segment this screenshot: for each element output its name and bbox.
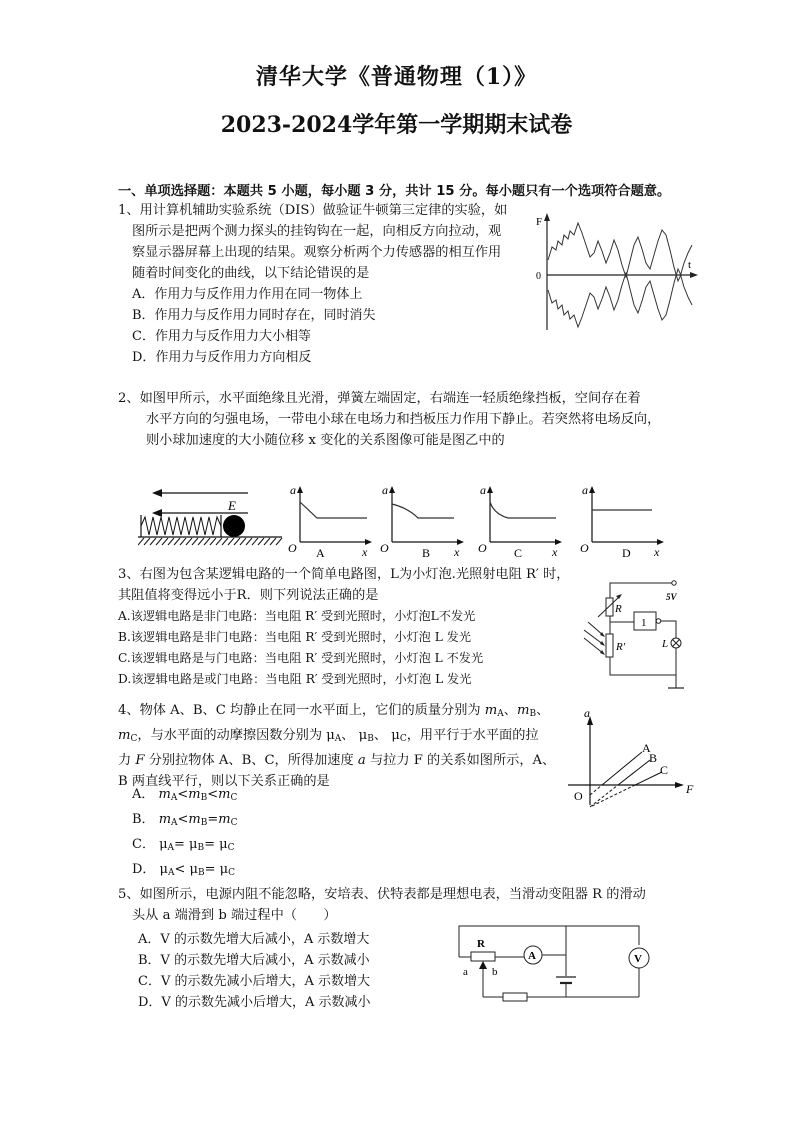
q3-line: 其阻值将变得远小于R．则下列说法正确的是 (118, 588, 379, 603)
svg-text:A: A (316, 546, 325, 560)
q4-option-a: A． $m_A<m_B<m_C$ (132, 787, 238, 803)
svg-text:x: x (454, 545, 460, 559)
svg-text:a: a (382, 483, 388, 497)
q5-circuit (445, 915, 665, 1010)
svg-text:F: F (686, 782, 694, 796)
q4-option-b: B． $m_A<m_B=m_C$ (132, 812, 238, 828)
q1-y-label: F (536, 216, 543, 228)
q1-line: 察显示器屏幕上出现的结果。观察分析两个力传感器的相互作用 (132, 245, 502, 260)
svg-text:O: O (380, 541, 389, 555)
svg-text:b: b (492, 966, 498, 978)
q4-option-c: C． $\mu_A= \mu_B= \mu_C$ (132, 837, 235, 853)
exam-subtitle: 2023-2024学年第一学期期末试卷 (220, 112, 573, 138)
q5-option-a: A．V 的示数先增大后减小，A 示数增大 (138, 932, 370, 947)
section-heading: 一、单项选择题：本题共 5 小题，每小题 3 分，共计 15 分。每小题只有一个选项符合题意。 (118, 184, 671, 199)
q1-force-graph (530, 205, 710, 335)
q5-option-d: D．V 的示数先减小后增大，A 示数减小 (138, 995, 371, 1010)
q2-graph-b (378, 480, 468, 560)
q3-logic-circuit (570, 570, 700, 695)
svg-text:a: a (582, 483, 588, 497)
q1-line: 图所示是把两个测力探头的挂钩钩在一起，向相反方向拉动，观 (132, 224, 502, 239)
q3-option-b: B.该逻辑电路是非门电路：当电阻 R′ 受到光照时，小灯泡 L 发光 (118, 630, 472, 644)
q4-options (132, 784, 238, 884)
svg-text:C: C (514, 546, 523, 560)
q4-line: $m_C$，与水平面的动摩擦因数分别为 $\mu_A$、 $\mu_B$、 $\mu_C$，用平行于水平面的拉 (118, 728, 539, 744)
q1-x-label: t (688, 259, 692, 271)
q1-option-a: A．作用力与反作用力作用在同一物体上 (132, 287, 363, 302)
svg-text:O: O (288, 541, 297, 555)
svg-text:A: A (642, 741, 651, 755)
svg-text:O: O (478, 541, 487, 555)
q3-option-c: C.该逻辑电路是与门电路：当电阻 R′ 受到光照时，小灯泡 L 不发光 (118, 651, 484, 665)
question-1 (118, 200, 507, 368)
q5-line: 5、如图所示，电源内阻不能忽略，安培表、伏特表都是理想电表，当滑动变阻器 R 的滑动 (118, 887, 646, 902)
svg-text:a: a (480, 483, 486, 497)
q3-option-d: D.该逻辑电路是或门电路：当电阻 R′ 受到光照时，小灯泡 L 发光 (118, 672, 472, 686)
q4-line: 力 F 分别拉物体 A、B、C，所得加速度 a 与拉力 F 的关系如图所示，A、 (118, 753, 556, 768)
svg-text:x: x (552, 545, 558, 559)
svg-text:x: x (654, 545, 660, 559)
q3-voltage-label: 5V (666, 592, 677, 602)
q2-line: 水平方向的匀强电场，一带电小球在电场力和挡板压力作用下静止。若突然将电场反向， (146, 412, 661, 427)
question-3 (118, 564, 569, 690)
q1-line: 1、用计算机辅助实验系统（DIS）做验证牛顿第三定律的实验，如 (118, 203, 508, 218)
svg-text:C: C (660, 763, 669, 777)
svg-text:B: B (422, 546, 431, 560)
q1-line: 随着时间变化的曲线，以下结论错误的是 (132, 266, 370, 281)
q5-option-b: B．V 的示数先增大后减小，A 示数减小 (138, 953, 370, 968)
q1-option-d: D．作用力与反作用力方向相反 (132, 350, 312, 365)
q1-option-b: B．作用力与反作用力同时存在，同时消失 (132, 308, 376, 323)
svg-text:a: a (584, 706, 590, 720)
q4-line: B 两直线平行，则以下关系正确的是 (118, 774, 330, 789)
svg-text:D: D (622, 546, 631, 560)
q2-line: 2、如图甲所示，水平面绝缘且光滑，弹簧左端固定，右端连一轻质绝缘挡板，空间存在着 (118, 391, 641, 406)
q2-graph-d (578, 480, 668, 560)
q4-line: 4、物体 A、B、C 均静止在同一水平面上，它们的质量分别为 $m_A$、$m_B$、 (118, 703, 550, 719)
exam-title: 清华大学《普通物理（1）》 (255, 64, 538, 90)
svg-text:A: A (528, 950, 536, 962)
svg-text:O: O (580, 541, 589, 555)
q3-line: 3、右图为包含某逻辑电路的一个简单电路图，L为小灯泡.光照射电阻 R′ 时， (118, 567, 570, 582)
q2-line: 则小球加速度的大小随位移 x 变化的关系图像可能是图乙中的 (146, 433, 505, 448)
svg-text:x: x (362, 545, 368, 559)
q2-graph-c (476, 480, 566, 560)
svg-text:B: B (649, 751, 658, 765)
question-4 (118, 700, 555, 792)
q3-lamp-label: L (662, 638, 669, 650)
q3-option-a: A.该逻辑电路是非门电路：当电阻 R′ 受到光照时，小灯泡L不发光 (118, 609, 476, 623)
q2-spring-figure (138, 485, 288, 550)
q2-field-label: E (228, 498, 236, 513)
question-2 (118, 388, 660, 451)
q5-line: 头从 a 端滑到 b 端过程中（ ） (132, 908, 337, 923)
svg-text:a: a (463, 966, 468, 978)
q2-graph-a (286, 480, 376, 560)
svg-text:a: a (290, 483, 296, 497)
q1-option-c: C．作用力与反作用力大小相等 (132, 329, 311, 344)
q5-options (138, 929, 370, 1013)
q4-a-f-graph (560, 700, 710, 810)
svg-text:R: R (477, 938, 485, 950)
q1-origin-label: 0 (536, 271, 541, 282)
q3-gate-label: 1 (641, 617, 647, 629)
q3-rprime-label: R′ (616, 641, 626, 653)
svg-text:O: O (574, 789, 583, 803)
q3-r-label: R (615, 603, 622, 615)
svg-text:V: V (634, 953, 642, 965)
q4-option-d: D． $\mu_A< \mu_B= \mu_C$ (132, 862, 235, 878)
q5-option-c: C．V 的示数先减小后增大，A 示数增大 (138, 974, 370, 989)
